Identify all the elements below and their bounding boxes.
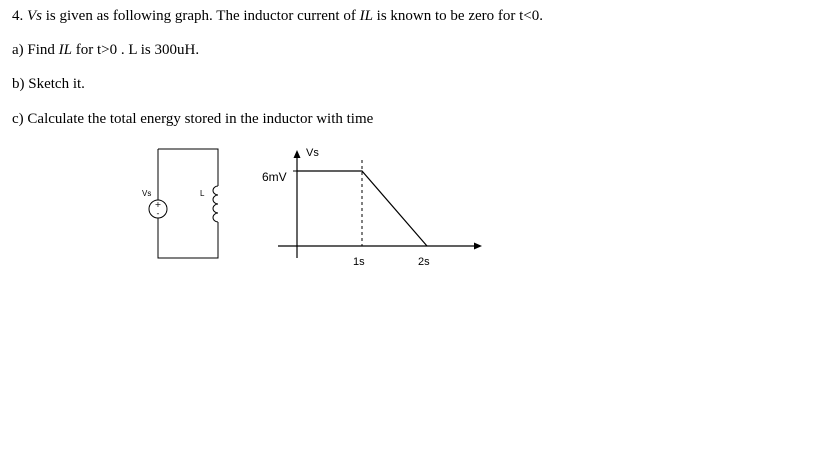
q2-suffix: for t>0 . L is 300uH. [72, 42, 200, 58]
source-plus: + [154, 200, 162, 209]
q1-prefix: 4. [12, 8, 27, 24]
x-axis-arrow-icon [474, 243, 482, 250]
y-tick-label-6mv: 6mV [262, 170, 287, 184]
inductor-label: L [200, 189, 205, 198]
source-label: Vs [142, 189, 152, 198]
question-line-4: c) Calculate the total energy stored in the inductor with time [12, 111, 374, 127]
vs-graph [262, 147, 482, 268]
y-axis-label: Vs [306, 147, 319, 159]
y-axis-arrow-icon [294, 150, 301, 158]
q1-il: IL [359, 8, 373, 24]
source-minus: - [156, 209, 160, 218]
x-tick-label-2s: 2s [418, 256, 430, 268]
q1-vs: Vs [27, 8, 42, 24]
circuit [142, 149, 218, 258]
x-tick-label-1s: 1s [353, 256, 365, 268]
q1-mid: is given as following graph. The inductor current of [42, 8, 360, 24]
q2-prefix: a) Find [12, 42, 59, 58]
question-line-3: b) Sketch it. [12, 76, 85, 92]
q2-il: IL [58, 42, 73, 58]
circuit-wire [158, 149, 218, 258]
q1-suffix: is known to be zero for t<0. [372, 8, 544, 24]
inductor-coil-icon [213, 186, 218, 222]
